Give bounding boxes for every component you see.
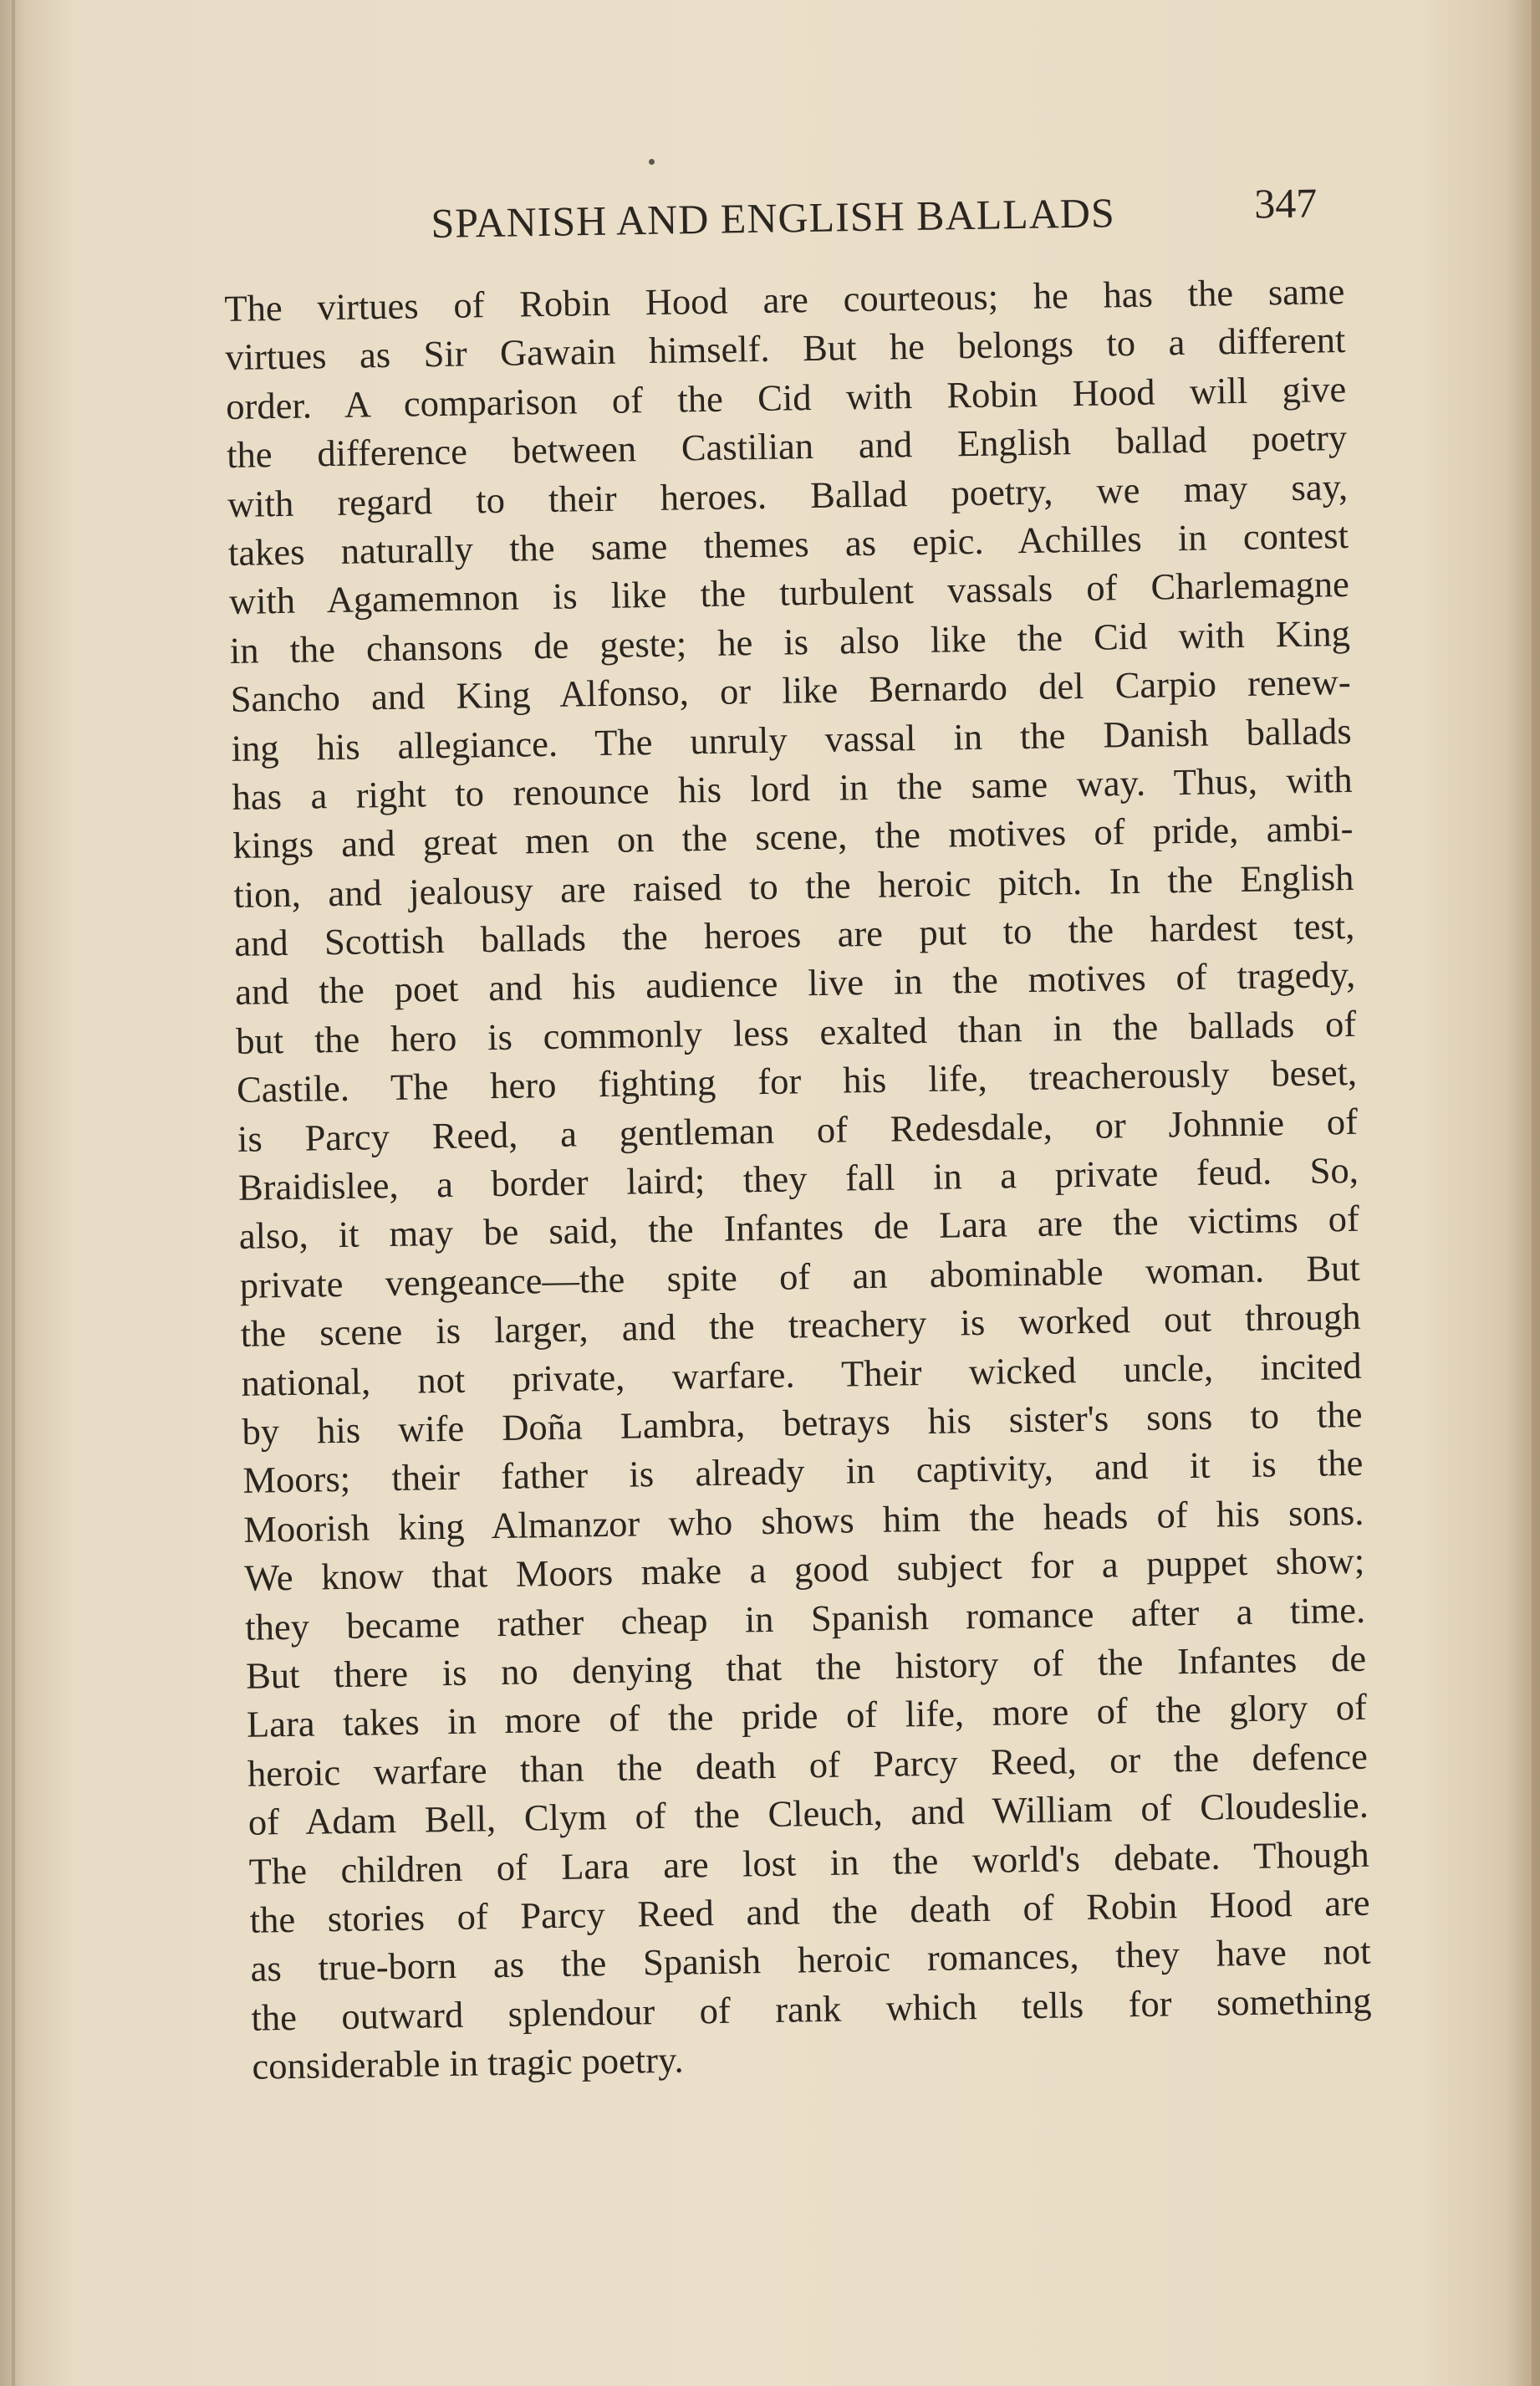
text-line: by his wife Doña Lambra, betrays his sister's sons to the — [242, 1392, 1363, 1453]
text-line: Moors; their father is already in captivity, and it is the — [242, 1442, 1364, 1502]
text-line: but the hero is commonly less exalted than in the ballads of — [235, 1002, 1357, 1062]
text-line: kings and great men on the scene, the motives of pride, ambi- — [232, 807, 1354, 867]
page-edge — [1532, 0, 1540, 2386]
text-line: with Agamemnon is like the turbulent vassals of Charlemagne — [228, 563, 1350, 623]
body-text — [224, 267, 1373, 2091]
text-line: ing his allegiance. The unruly vassal in the Danish ballads — [231, 709, 1352, 769]
text-line: is Parcy Reed, a gentleman of Redesdale, or Johnnie of — [237, 1100, 1359, 1160]
text-line: considerable in tragic poetry. — [252, 2038, 684, 2087]
text-line: heroic warfare than the death of Parcy Reed, or the defence — [247, 1735, 1369, 1795]
text-line: they became rather cheap in Spanish romance after a time. — [244, 1588, 1366, 1648]
text-line: private vengeance—the spite of an abominable woman. But — [239, 1246, 1361, 1306]
text-line: as true-born as the Spanish heroic romances, they have not — [250, 1929, 1371, 1990]
ink-speck — [649, 159, 655, 165]
text-line: of Adam Bell, Clym of the Cleuch, and William of Cloudeslie. — [247, 1783, 1369, 1843]
text-line: takes naturally the same themes as epic. Achilles in contest — [227, 513, 1349, 574]
text-line: virtues as Sir Gawain himself. But he belongs to a different — [224, 319, 1346, 379]
binding-gutter — [12, 0, 15, 2386]
text-line: national, not private, warfare. Their wicked uncle, incited — [241, 1344, 1362, 1404]
text-line: has a right to renounce his lord in the same way. Thus, with — [232, 758, 1353, 818]
text-line: Moorish king Almanzor who shows him the heads of his sons. — [242, 1490, 1364, 1551]
text-line: the scene is larger, and the treachery is worked out through — [240, 1295, 1361, 1356]
text-line: But there is no denying that the history of the Infantes de — [245, 1637, 1367, 1697]
text-line: Lara takes in more of the pride of life, more of the glory of — [246, 1686, 1368, 1746]
text-line: in the chansons de geste; he is also like the Cid with King — [229, 611, 1351, 672]
running-head-title: SPANISH AND ENGLISH BALLADS — [431, 189, 1116, 247]
text-line: and Scottish ballads the heroes are put to the hardest test, — [233, 904, 1355, 964]
text-line: Braidislee, a border laird; they fall in a private feud. So, — [237, 1148, 1359, 1208]
text-line: and the poet and his audience live in the motives of tragedy, — [234, 953, 1356, 1014]
text-line: also, it may be said, the Infantes de Lara are the victims of — [238, 1198, 1360, 1258]
text-line: The virtues of Robin Hood are courteous; he has the same — [224, 269, 1345, 330]
text-line: with regard to their heroes. Ballad poetry, we may say, — [227, 465, 1349, 525]
text-line: The children of Lara are lost in the world's debate. Though — [248, 1832, 1370, 1893]
page-number: 347 — [1253, 179, 1318, 227]
text-line: Sancho and King Alfonso, or like Bernardo del Carpio renew- — [230, 661, 1352, 721]
text-line: the difference between Castilian and English ballad poetry — [226, 416, 1348, 477]
text-line: Castile. The hero fighting for his life, treacherously beset, — [236, 1051, 1358, 1111]
text-line: order. A comparison of the Cid with Robin Hood will give — [225, 367, 1347, 427]
text-line: We know that Moors make a good subject for a puppet show; — [243, 1539, 1365, 1599]
text-line: the outward splendour of rank which tells for something — [251, 1979, 1372, 2039]
text-line: tion, and jealousy are raised to the heroic pitch. In the English — [233, 856, 1354, 916]
running-head — [431, 179, 1318, 258]
text-line: the stories of Parcy Reed and the death of Robin Hood are — [249, 1881, 1370, 1941]
